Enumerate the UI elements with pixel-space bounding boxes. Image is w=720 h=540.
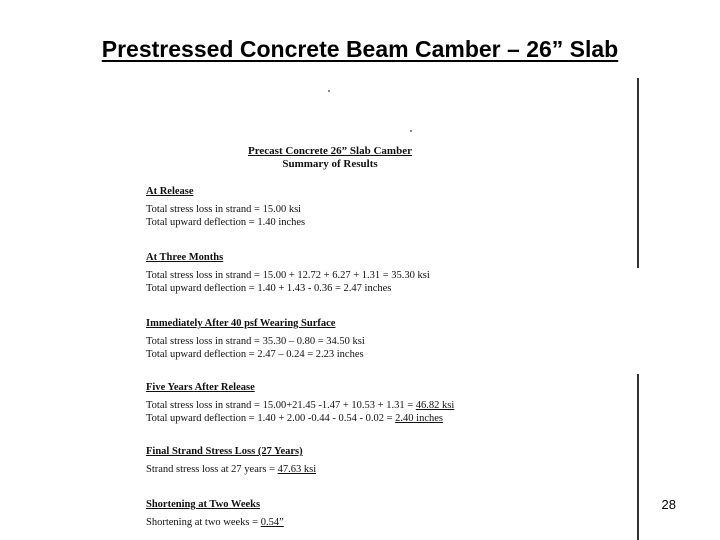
scanned-document [60, 78, 650, 540]
result-line: Total upward deflection = 1.40 inches [146, 217, 306, 228]
result-value: 2.40 inches [395, 413, 443, 424]
result-label: Total upward deflection = 1.40 + 2.00 -0.44 - 0.54 - 0.02 = [146, 413, 396, 424]
result-value: 0.54” [260, 517, 284, 528]
section-heading: At Release [146, 186, 194, 197]
scan-edge-line [637, 374, 639, 540]
result-line [146, 399, 454, 412]
scan-speck [410, 130, 412, 132]
result-line: Total stress loss in strand = 35.30 – 0.80 = 34.50 ksi [146, 336, 365, 347]
result-line [146, 412, 454, 425]
section-heading: At Three Months [146, 252, 224, 263]
section-final-strand-loss [146, 445, 316, 476]
document-title-line-1: Precast Concrete 26” Slab Camber [248, 145, 412, 157]
scan-speck [328, 90, 330, 92]
result-line: Total upward deflection = 2.47 – 0.24 = 2.23 inches [146, 349, 364, 360]
section-heading: Five Years After Release [146, 382, 255, 393]
scan-edge-line [637, 78, 639, 268]
document-title-line-2: Summary of Results [282, 158, 378, 170]
slide-title: Prestressed Concrete Beam Camber – 26” Slab [101, 36, 619, 62]
section-at-release [146, 185, 305, 229]
result-label: Total stress loss in strand = 15.00+21.45 -1.47 + 10.53 + 1.31 = [146, 400, 416, 411]
result-line [146, 516, 284, 529]
result-label: Shortening at two weeks = [146, 517, 261, 528]
result-value: 46.82 ksi [415, 400, 455, 411]
result-value: 47.63 ksi [277, 464, 317, 475]
section-three-months [146, 251, 430, 295]
section-heading: Immediately After 40 psf Wearing Surface [146, 318, 336, 329]
result-line: Total upward deflection = 1.40 + 1.43 - 0.36 = 2.47 inches [146, 283, 392, 294]
section-shortening [146, 498, 284, 529]
document-title [210, 145, 450, 171]
section-five-years [146, 381, 454, 425]
section-heading: Shortening at Two Weeks [146, 499, 261, 510]
page-number: 28 [661, 497, 676, 512]
result-line: Total stress loss in strand = 15.00 ksi [146, 204, 302, 215]
result-line: Total stress loss in strand = 15.00 + 12.72 + 6.27 + 1.31 = 35.30 ksi [146, 270, 430, 281]
section-wearing-surface [146, 317, 365, 361]
result-line [146, 463, 316, 476]
section-heading: Final Strand Stress Loss (27 Years) [146, 446, 303, 457]
result-label: Strand stress loss at 27 years = [146, 464, 278, 475]
